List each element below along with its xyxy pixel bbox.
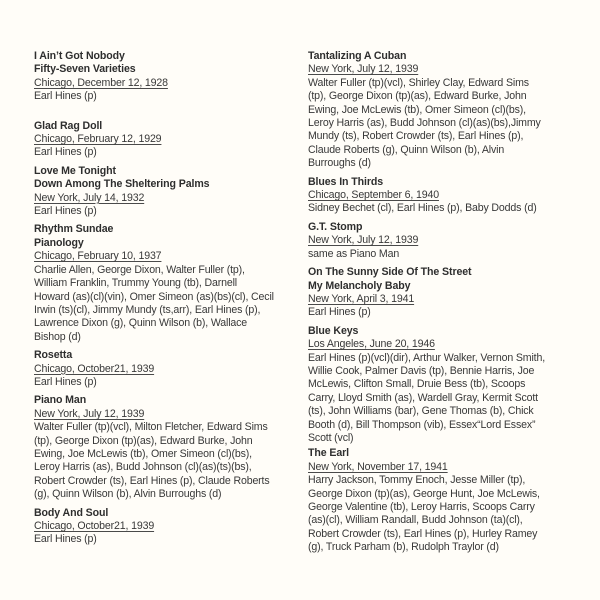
personnel-line: (ts), John Williams (bar), Gene Thomas (b), Chick [308, 405, 534, 418]
track-title: Rhythm Sundae [34, 223, 114, 236]
personnel-line: Charlie Allen, George Dixon, Walter Fuller (tp), [34, 263, 245, 276]
personnel-line: Booth (d), Bill Thompson (vib), Essex“Lord Essex” [308, 418, 536, 431]
album-entry [34, 50, 296, 104]
personnel-line: (tp), George Dixon (tp)(as), Edward Burke, John [308, 90, 527, 103]
track-title: G.T. Stomp [308, 220, 363, 233]
track-title: Pianology [34, 236, 84, 249]
personnel-line: Leroy Harris (as), Budd Johnson (cl)(as)(ts)(bs), [34, 461, 252, 474]
album-entry [308, 221, 580, 261]
album-entry [308, 176, 580, 216]
personnel-line: Earl Hines (p) [34, 146, 97, 159]
track-title: Piano Man [34, 394, 87, 407]
session-date-text: New York, April 3, 1941 [308, 292, 415, 305]
album-entry [34, 394, 296, 501]
personnel-line: George Dixon (tp)(as), George Hunt, Joe McLewis, [308, 487, 540, 500]
track-title: Body And Soul [34, 506, 109, 519]
album-entry [34, 120, 296, 160]
personnel-line: (tp), George Dixon (tp)(as), Edward Burke, John [34, 434, 253, 447]
session-date-line [34, 133, 296, 146]
session-date-text: New York, July 12, 1939 [308, 63, 419, 76]
personnel-line: Earl Hines (p) [308, 306, 371, 319]
track-title: Blues In Thirds [308, 175, 384, 188]
session-date-line [34, 363, 296, 376]
personnel-line: Mundy (ts), Robert Crowder (ts), Earl Hines (p), [308, 130, 524, 143]
album-entry [34, 223, 296, 344]
album-entry [308, 266, 580, 320]
session-date-text: Los Angeles, June 20, 1946 [308, 338, 435, 351]
session-date-text: New York, July 12, 1939 [308, 234, 419, 247]
personnel-line: Ewing, Joe McLewis (tb), Omer Simeon (cl)(bs), [34, 447, 252, 460]
session-date-text: Chicago, October21, 1939 [34, 362, 155, 375]
personnel-line: Irwin (ts)(cl), Jimmy Mundy (ts,arr), Earl Hines (p), [34, 303, 261, 316]
personnel-line: McLewis, Clifton Small, Druie Bess (tb), Scoops [308, 378, 526, 391]
session-date-line [308, 293, 580, 306]
personnel-line: Earl Hines (p) [34, 533, 97, 546]
personnel-line: Howard (as)(cl)(vin), Omer Simeon (as)(bs)(cl), Cecil [34, 290, 274, 303]
session-date-line [308, 461, 580, 474]
track-title: My Melancholy Baby [308, 279, 411, 292]
session-date-line [308, 189, 580, 202]
track-title: Love Me Tonight [34, 164, 116, 177]
personnel-line: George Valentine (tb), Leroy Harris, Scoops Carry [308, 501, 535, 513]
session-date-line [34, 77, 296, 90]
session-date-text: Chicago, December 12, 1928 [34, 76, 168, 89]
personnel-line: Leroy Harris (as), Budd Johnson (cl)(as)(bs),Jimmy [308, 117, 541, 130]
album-entry [34, 165, 296, 219]
album-entry [34, 507, 296, 547]
personnel-line: Walter Fuller (tp)(vcl), Milton Fletcher, Edward Sims [34, 421, 268, 434]
track-title: Tantalizing A Cuban [308, 50, 407, 62]
personnel-line: Scott (vcl) [308, 431, 354, 444]
track-title: Fifty-Seven Varieties [34, 63, 136, 76]
session-date-text: New York, July 14, 1932 [34, 191, 145, 204]
personnel-line: Sidney Bechet (cl), Earl Hines (p), Baby Dodds (d) [308, 202, 537, 215]
session-date-text: Chicago, September 6, 1940 [308, 189, 439, 202]
personnel-line: Robert Crowder (ts), Earl Hines (p), Claude Roberts [34, 474, 270, 487]
album-entry [308, 325, 580, 446]
session-date-text: Chicago, February 10, 1937 [34, 250, 162, 263]
personnel-line: Robert Crowder (ts), Earl Hines (p), Hurley Ramey [308, 527, 538, 540]
personnel-line: Bishop (d) [34, 330, 81, 343]
session-date-text: New York, November 17, 1941 [308, 460, 448, 473]
track-title: Blue Keys [308, 324, 359, 337]
personnel-line: Earl Hines (p) [34, 90, 97, 103]
personnel-line: Lawrence Dixon (g), Quinn Wilson (b), Wallace [34, 317, 248, 330]
personnel-line: (g), Truck Parham (b), Rudolph Traylor (d) [308, 541, 499, 554]
personnel-line: Earl Hines (p) [34, 205, 97, 218]
track-title: Glad Rag Doll [34, 119, 103, 132]
session-date-line [34, 250, 296, 263]
personnel-line: Earl Hines (p) [34, 375, 97, 388]
track-title: The Earl [308, 447, 350, 460]
track-title: Rosetta [34, 349, 73, 362]
personnel-line: Harry Jackson, Tommy Enoch, Jesse Miller (tp), [308, 474, 526, 487]
session-date-line [308, 338, 580, 351]
album-entry [308, 50, 580, 171]
personnel-line: William Franklin, Trummy Young (tb), Darnell [34, 277, 237, 290]
session-date-line [308, 63, 580, 76]
discography-column-left [34, 50, 296, 552]
personnel-line: Ewing, Joe McLewis (tb), Omer Simeon (cl)(bs), [308, 103, 526, 116]
track-title: On The Sunny Side Of The Street [308, 266, 472, 279]
session-date-line [34, 408, 296, 421]
personnel-line: Earl Hines (p)(vcl)(dir), Arthur Walker, Vernon Smith, [308, 351, 545, 364]
session-date-text: New York, July 12, 1939 [34, 407, 145, 420]
session-date-line [34, 520, 296, 533]
discography-column-right [308, 50, 580, 560]
personnel-line: Claude Roberts (g), Quinn Wilson (b), Alvin [308, 143, 505, 156]
personnel-line: (as)(cl), William Randall, Budd Johnson (ta)(cl), [308, 514, 523, 527]
track-title: I Ain’t Got Nobody [34, 50, 125, 62]
session-date-text: Chicago, October21, 1939 [34, 520, 155, 532]
album-entry [34, 349, 296, 389]
session-date-text: Chicago, February 12, 1929 [34, 133, 162, 146]
session-date-line [34, 192, 296, 205]
personnel-line: Walter Fuller (tp)(vcl), Shirley Clay, Edward Sims [308, 76, 529, 89]
personnel-line: Burroughs (d) [308, 157, 371, 170]
personnel-line: (g), Quinn Wilson (b), Alvin Burroughs (d) [34, 488, 222, 501]
session-date-line [308, 234, 580, 247]
personnel-line: Willie Cook, Palmer Davis (tp), Bennie Harris, Joe [308, 364, 535, 377]
personnel-line: same as Piano Man [308, 247, 400, 260]
track-title: Down Among The Sheltering Palms [34, 178, 210, 191]
album-entry [308, 447, 580, 554]
personnel-line: Carry, Lloyd Smith (as), Wardell Gray, Kermit Scott [308, 391, 538, 404]
